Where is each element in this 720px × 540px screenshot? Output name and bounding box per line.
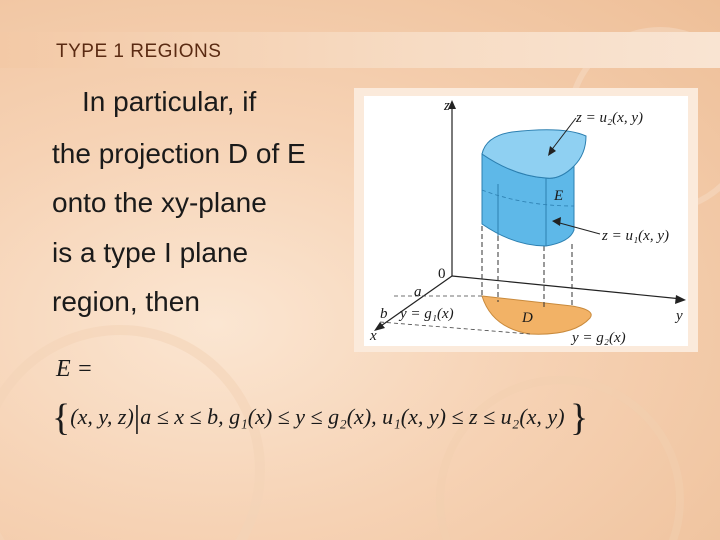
solid-e-label: E — [554, 188, 564, 204]
origin-label: 0 — [438, 266, 446, 282]
y-axis-label: y — [676, 308, 683, 324]
such-that-bar: | — [133, 398, 141, 434]
close-brace: } — [570, 397, 589, 439]
top-surface-label: z = u₂(x, y) — [576, 110, 643, 126]
formula-lhs: E = — [56, 356, 93, 382]
open-brace: { — [52, 397, 71, 439]
body-text-line-5: region, then — [52, 286, 200, 317]
figure-canvas — [364, 96, 688, 346]
set-builder-formula — [52, 396, 588, 440]
body-text-line-2: the projection D of E — [52, 138, 306, 169]
body-text-line-3: onto the xy-plane — [52, 187, 267, 218]
formula-condition: a ≤ x ≤ b, g₁(x) ≤ y ≤ g₂(x), u₁(x, y) ≤ z ≤ u₂(x, y) — [140, 404, 565, 429]
slide-title: TYPE 1 REGIONS — [56, 41, 222, 62]
upper-curve-label: y = g₂(x) — [572, 330, 626, 346]
body-text-line-4: is a type I plane — [52, 237, 249, 268]
bottom-surface-label: z = u₁(x, y) — [602, 228, 669, 244]
x-axis-label: x — [370, 328, 377, 344]
formula-variables: (x, y, z) — [70, 404, 134, 429]
lower-curve-label: y = g₁(x) — [400, 306, 454, 322]
y-axis-arrow — [675, 295, 686, 304]
y-axis — [452, 276, 682, 299]
b-label: b — [380, 306, 388, 322]
region-d-label: D — [522, 310, 533, 326]
z-axis-label: z — [444, 98, 450, 114]
a-label: a — [414, 284, 422, 300]
body-text-line-1: In particular, if — [82, 86, 257, 117]
type-1-region-figure — [354, 88, 698, 352]
